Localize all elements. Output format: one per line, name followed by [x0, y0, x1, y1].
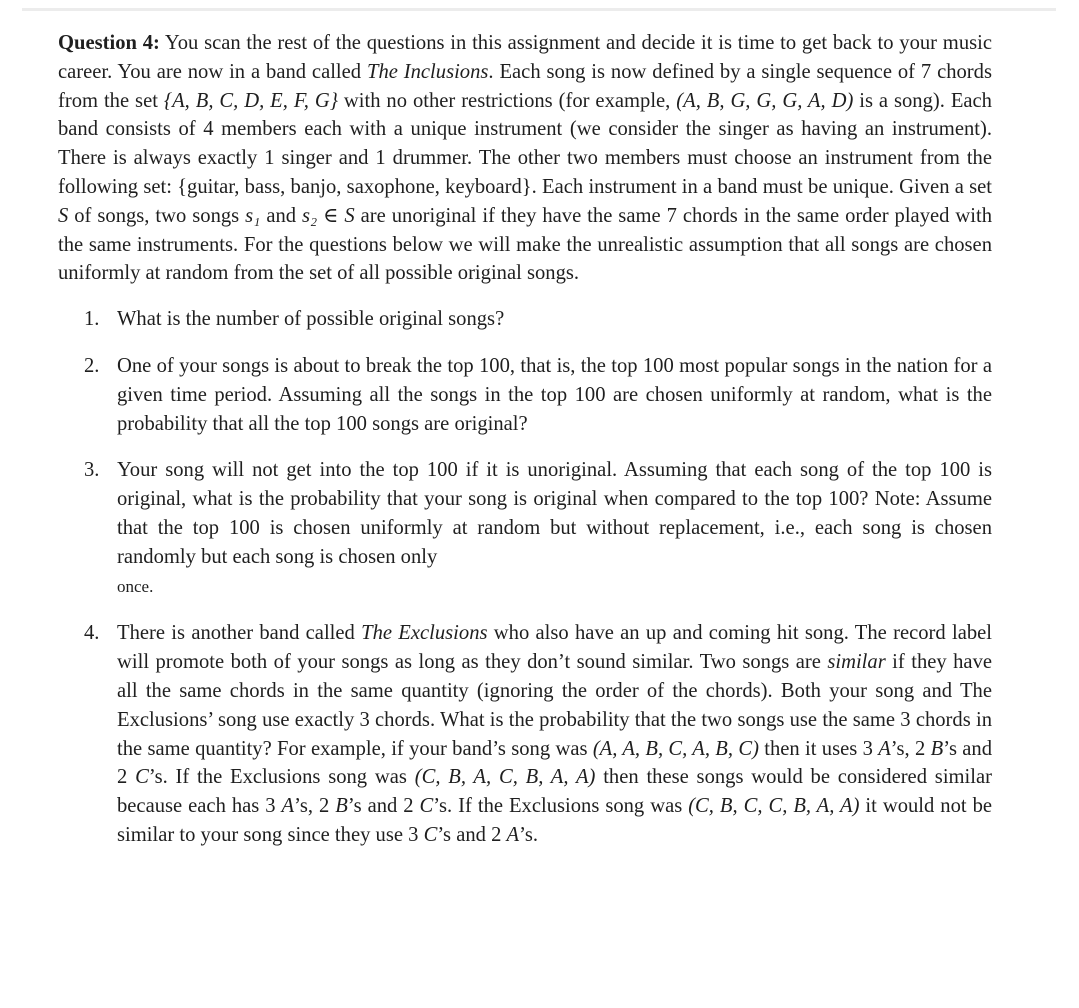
- chord-letter: A: [878, 737, 891, 760]
- example-song-2: (C, B, A, C, B, A, A): [414, 766, 596, 789]
- q4-text: ’s and 2: [347, 795, 420, 818]
- band-name-exclusions: The Exclusions: [361, 622, 488, 645]
- document-page: [58, 29, 992, 868]
- chord-set: {A, B, C, D, E, F, G}: [163, 89, 338, 112]
- chord-letter: A: [281, 795, 295, 818]
- chord-letter: B: [335, 795, 348, 818]
- q4-text: ’s, 2: [294, 795, 336, 818]
- band-name: The Inclusions: [366, 60, 489, 83]
- q4-text: ’s. If the Exclusions song was: [148, 766, 415, 789]
- example-song-3: (C, B, C, C, B, A, A): [688, 795, 860, 818]
- chord-letter: C: [419, 795, 434, 818]
- question-item-1: [58, 305, 992, 334]
- q4-text: ’s.: [519, 823, 539, 846]
- set-s: S: [58, 204, 69, 227]
- intro-text: with no other restrictions (for example,: [337, 89, 677, 112]
- question-text-body: Your song will not get into the top 100 if it is unoriginal. Assuming that each song of the top 100 is original, what is the probability that your song is original when compared to the top 100? Note: Assume that the top 100 is chosen uniformly at random but without replacement, i.e., each song is chosen randomly but each song is chosen only: [117, 459, 992, 568]
- chord-letter: A: [506, 823, 520, 846]
- example-song-1: (A, A, B, C, A, B, C): [592, 737, 759, 760]
- question-text: [117, 456, 992, 601]
- song-s2-in-s: s₂ ∈ S: [302, 204, 355, 227]
- q4-text: ’s and 2: [117, 737, 993, 789]
- intro-text: . Each song is now defined by a single sequence of 7 chords from the set: [58, 60, 992, 112]
- q4-text: who also have an up and coming hit song. The record label will promote both of your songs as long as they don’t sound similar. Two songs are: [117, 622, 993, 674]
- question-text: One of your songs is about to break the top 100, that is, the top 100 most popular songs in the nation for a given time period. Assuming all the songs in the top 100 are chosen uniformly at random, what is the probability that all the top 100 songs are original?: [117, 354, 992, 435]
- q4-text: ’s and 2: [437, 823, 507, 846]
- example-song: (A, B, G, G, G, A, D): [676, 89, 854, 112]
- q4-text: then these songs would be considered similar because each has 3: [117, 766, 992, 818]
- question-number: 1.: [84, 308, 100, 331]
- question-item-3: [58, 456, 992, 601]
- q4-text: There is another band called: [117, 622, 362, 645]
- question-text: What is the number of possible original songs?: [117, 308, 505, 331]
- question-item-2: [58, 352, 992, 438]
- chord-letter: C: [423, 823, 438, 846]
- intro-text: of songs, two songs: [68, 204, 246, 227]
- question-list: [58, 305, 992, 850]
- song-s1: s₁: [245, 204, 261, 227]
- chord-letter: C: [135, 766, 149, 789]
- intro-text: are unoriginal if they have the same 7 chords in the same order played with the same instruments. For the questions below we will make the unrealistic assumption that all songs are chosen uniformly at random from the set of all possible original songs.: [58, 204, 993, 285]
- q4-text: ’s. If the Exclusions song was: [433, 795, 689, 818]
- question-intro-paragraph: [58, 29, 992, 288]
- top-divider: [22, 8, 1056, 11]
- intro-text: is a song). Each band consists of 4 members each with a unique instrument (we consider the singer as having an instrument). There is always exactly 1 singer and 1 drummer. The other two members must choose an instrument from the following set: {guitar, bass, banjo, saxophone, keyboard}. Each instrument in a band must be unique. Given a set: [58, 89, 992, 198]
- q4-text: if they have all the same chords in the same quantity (ignoring the order of the chords). Both your song and The Exclusions’ song use exactly 3 chords. What is the probability that the two songs use the same 3 chords in the same quantity? For example, if your band’s song was: [117, 651, 993, 760]
- intro-text: and: [260, 204, 303, 227]
- q4-text: it would not be similar to your song since they use 3: [117, 795, 993, 846]
- question-number: 3.: [84, 459, 100, 482]
- intro-text: You scan the rest of the questions in this assignment and decide it is time to get back to your music career. You are now in a band called: [58, 32, 992, 83]
- question-item-4: [58, 619, 992, 849]
- term-similar: similar: [827, 651, 886, 674]
- question-text-tail: once.: [117, 576, 154, 596]
- question-number: 2.: [84, 354, 100, 377]
- chord-letter: B: [930, 737, 944, 760]
- q4-text: then it uses 3: [758, 737, 879, 760]
- q4-text: ’s, 2: [890, 737, 931, 760]
- question-number: 4.: [84, 622, 100, 645]
- question-text: [117, 619, 992, 849]
- question-heading: Question 4:: [58, 32, 160, 54]
